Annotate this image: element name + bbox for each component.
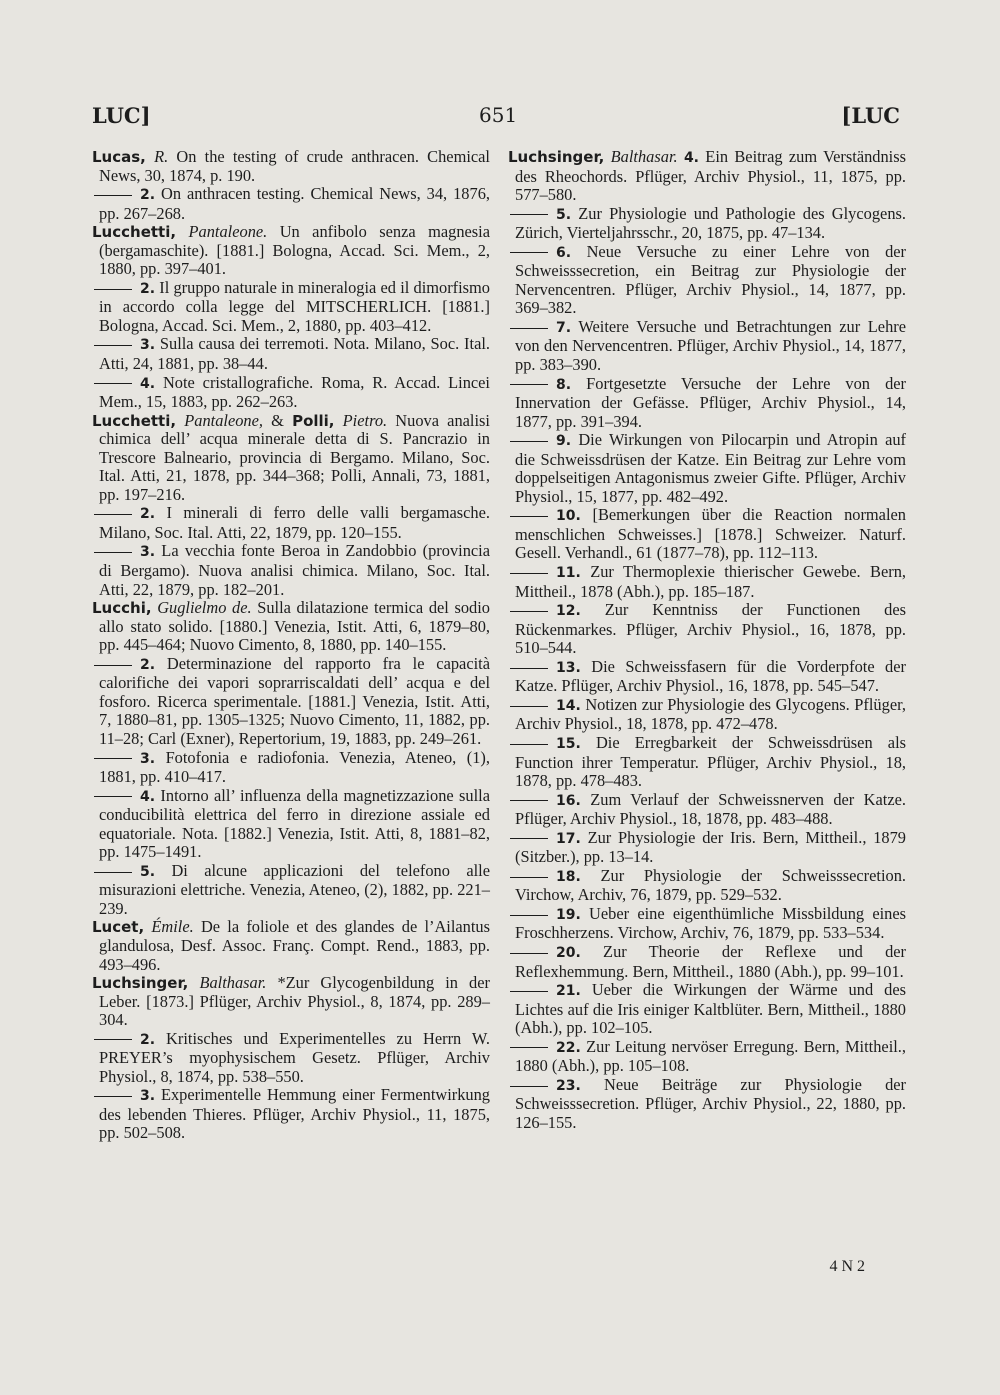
- author-surname: Lucchi,: [92, 599, 152, 618]
- entry-number: 21.: [556, 983, 581, 1000]
- entry-number: 6.: [556, 244, 572, 261]
- bibliography-entry: [92, 918, 490, 974]
- entry-number: 11.: [556, 565, 581, 582]
- entry-number: 23.: [556, 1077, 581, 1094]
- ditto-rule: [94, 796, 132, 797]
- bibliography-entry: [92, 542, 490, 599]
- author-surname: Lucchetti,: [92, 223, 177, 242]
- bibliography-entry: [92, 504, 490, 542]
- entry-text: Die Erregbarkeit der Schweissdrüsen als Function ihrer Temperatur. Pflüger, Archiv Physiol., 18, 1878, pp. 478–483.: [515, 732, 906, 791]
- entry-number: 10.: [556, 508, 581, 525]
- bibliography-entry: [508, 243, 906, 318]
- entry-text: Kritisches und Experimentelles zu Herrn W. PREYER’s myophysischem Gesetz. Pflüger, Archiv Physiol., 8, 1874, pp. 538–550.: [99, 1028, 490, 1086]
- ditto-rule: [510, 800, 548, 801]
- bibliography-entry: [508, 696, 906, 734]
- entry-text: Ueber die Wirkungen der Wärme und des Lichtes auf die Iris einiger Kaltblüter. Bern, Mittheil., 1880 (Abh.), pp. 102–105.: [515, 980, 906, 1038]
- bibliography-entry: [508, 148, 906, 205]
- entry-number: 2.: [140, 506, 156, 523]
- left-column: [92, 148, 490, 1143]
- running-head-left: LUC]: [92, 103, 151, 128]
- ditto-rule: [510, 573, 548, 574]
- bibliography-entry: [508, 1038, 906, 1076]
- ditto-rule: [510, 214, 548, 215]
- bibliography-entry: [92, 335, 490, 373]
- bibliography-entry: [508, 734, 906, 791]
- entry-text: Fortgesetzte Versuche der Lehre von der Innervation der Gefässe. Pflüger, Archiv Physiol., 14, 1877, pp. 391–394.: [515, 373, 906, 431]
- ditto-rule: [94, 195, 132, 196]
- entry-number: 9.: [556, 433, 572, 450]
- entry-number: 16.: [556, 792, 581, 809]
- entry-number: 3.: [140, 1088, 156, 1105]
- entry-number: 13.: [556, 659, 581, 676]
- ditto-rule: [510, 611, 548, 612]
- ditto-rule: [94, 345, 132, 346]
- entry-number: 3.: [140, 337, 156, 354]
- ditto-rule: [510, 953, 548, 954]
- ditto-rule: [510, 328, 548, 329]
- ditto-rule: [510, 744, 548, 745]
- ditto-rule: [94, 665, 132, 666]
- bibliography-entry: [508, 905, 906, 943]
- ditto-rule: [510, 668, 548, 669]
- signature-mark: 4 N 2: [829, 1258, 865, 1275]
- ditto-rule: [94, 289, 132, 290]
- entry-text: Il gruppo naturale in mineralogia ed il dimorfismo in accordo colla legge del MITSCHERLICH. [1881.] Bologna, Accad. Sci. Mem., 2, 1880, pp. 403–412.: [99, 277, 490, 335]
- bibliography-entry: [92, 787, 490, 862]
- entry-text: Sulla dilatazione termica del sodio allo stato solido. [1880.] Venezia, Istit. Atti, 6, 1879–80, pp. 445–464; Nuovo Cimento, 8, 1880, pp. 140–155.: [99, 598, 490, 655]
- entry-number: 19.: [556, 906, 581, 923]
- bibliography-entry: [92, 1086, 490, 1143]
- ditto-rule: [94, 1096, 132, 1097]
- entry-number: 12.: [556, 603, 581, 620]
- ditto-rule: [94, 872, 132, 873]
- bibliography-entry: [508, 205, 906, 243]
- entry-number: 8.: [556, 376, 572, 393]
- entry-text: Sulla causa dei terremoti. Nota. Milano, Soc. Ital. Atti, 24, 1881, pp. 38–44.: [99, 334, 490, 374]
- entry-number: 2.: [140, 187, 156, 204]
- entry-text: Die Schweissfasern für die Vorderpfote der Katze. Pflüger, Archiv Physiol., 16, 1878, pp. 545–547.: [515, 656, 906, 696]
- author-given-name: R.: [154, 147, 169, 166]
- ditto-rule: [94, 1039, 132, 1040]
- author-given-name: Émile.: [151, 917, 194, 937]
- entry-text: [Bemerkungen über die Reaction normalen menschlichen Schweisses.] [1878.] Schweizer. Naturf. Gesell. Verhandl., 61 (1877–78), pp. 112–113.: [515, 505, 906, 563]
- ditto-rule: [510, 252, 548, 253]
- entry-number: 3.: [140, 544, 156, 561]
- author-given-name: Balthasar.: [610, 147, 678, 166]
- author-given-name: Balthasar.: [199, 973, 267, 993]
- ditto-rule: [510, 991, 548, 992]
- bibliography-entry: [92, 862, 490, 919]
- author-given-name: Pantaleone,: [184, 410, 263, 430]
- bibliography-entry: [508, 601, 906, 658]
- bibliography-entry: [92, 655, 490, 749]
- author-given-name: Pantaleone.: [188, 222, 268, 242]
- bibliography-entry: [508, 563, 906, 601]
- bibliography-entry: [508, 375, 906, 432]
- bibliography-entry: [92, 374, 490, 412]
- entry-number: 20.: [556, 944, 581, 961]
- ditto-rule: [510, 1086, 548, 1087]
- entry-text: Di alcune applicazioni del telefono alle misurazioni elettriche. Venezia, Ateneo, (2), 1882, pp. 221–239.: [99, 860, 490, 918]
- entry-text: I minerali di ferro delle valli bergamasche. Milano, Soc. Ital. Atti, 22, 1879, pp. 120–155.: [99, 503, 490, 542]
- bibliography-entry: [508, 1076, 906, 1133]
- ditto-rule: [510, 706, 548, 707]
- entry-text: Notizen zur Physiologie des Glycogens. Pflüger, Archiv Physiol., 18, 1878, pp. 472–478.: [515, 694, 906, 734]
- entry-text: Ueber eine eigenthümliche Missbildung eines Froschherzens. Virchow, Archiv, 76, 1879, pp. 533–534.: [515, 903, 906, 943]
- entry-text: Fotofonia e radiofonia. Venezia, Ateneo, (1), 1881, pp. 410–417.: [99, 747, 490, 787]
- author-surname: Polli,: [292, 411, 335, 430]
- entry-text: On the testing of crude anthracen. Chemical News, 30, 1874, p. 190.: [99, 147, 490, 185]
- entry-number: 17.: [556, 830, 581, 847]
- bibliography-entry: [92, 185, 490, 223]
- entry-number: 4.: [140, 788, 156, 805]
- bibliography-entry: [508, 791, 906, 829]
- bibliography-entry: [92, 749, 490, 787]
- ditto-rule: [510, 441, 548, 442]
- bibliography-entry: [92, 412, 490, 505]
- bibliography-entry: [508, 943, 906, 981]
- entry-text: Neue Beiträge zur Physiologie der Schweisssecretion. Pflüger, Archiv Physiol., 22, 1880, pp. 126–155.: [515, 1074, 906, 1132]
- entry-text: Zur Theorie der Reflexe und der Reflexhemmung. Bern, Mittheil., 1880 (Abh.), pp. 99–101.: [515, 941, 906, 981]
- entry-number: 15.: [556, 735, 581, 752]
- ditto-rule: [510, 384, 548, 385]
- entry-text: De la foliole et des glandes de l’Ailantus glandulosa, Desf. Assoc. Franç. Compt. Rend., 1883, pp. 493–496.: [99, 917, 491, 974]
- ditto-rule: [94, 383, 132, 384]
- author-surname: Lucet,: [92, 918, 145, 937]
- entry-text: Experimentelle Hemmung einer Fermentwirkung des lebenden Thieres. Pflüger, Archiv Physiol., 11, 1875, pp. 502–508.: [99, 1085, 490, 1143]
- bibliography-entry: [508, 658, 906, 696]
- entry-text: Intorno all’ influenza della magnetizzazione sulla conducibilità elettrica del ferro in direzione assiale ed equatoriale. Nota. [1882.] Venezia, Istit. Atti, 8, 1881–82, pp. 1475–1491.: [99, 785, 490, 862]
- entry-number: 5.: [556, 206, 572, 223]
- ditto-rule: [510, 877, 548, 878]
- entry-text: Nuova analisi chimica dell’ acqua minerale detta di S. Pancrazio in Trescore Balneario, provincia di Bergamo. Milano, Soc. Ital. Atti, 21, 1878, pp. 344–368; Polli, Annali, 73, 1881, pp. 197–216.: [99, 410, 490, 504]
- page-header: [92, 103, 900, 133]
- ditto-rule: [94, 514, 132, 515]
- entry-text: La vecchia fonte Beroa in Zandobbio (provincia di Bergamo). Nuova analisi chimica. Milano, Soc. Ital. Atti, 22, 1879, pp. 182–201.: [99, 541, 490, 599]
- entry-number: 4.: [140, 375, 156, 392]
- ditto-rule: [510, 838, 548, 839]
- entry-text: Zum Verlauf der Schweissnerven der Katze. Pflüger, Archiv Physiol., 18, 1878, pp. 483–488.: [515, 789, 906, 829]
- bibliography-entry: [508, 318, 906, 375]
- entry-text: Zur Physiologie der Iris. Bern, Mittheil., 1879 (Sitzber.), pp. 13–14.: [515, 827, 906, 867]
- ditto-rule: [510, 1047, 548, 1048]
- ditto-rule: [94, 758, 132, 759]
- entry-text: Zur Thermoplexie thierischer Gewebe. Bern, Mittheil., 1878 (Abh.), pp. 185–187.: [515, 562, 906, 601]
- author-surname: Lucchetti,: [92, 411, 177, 430]
- entry-number: 14.: [556, 697, 581, 714]
- entry-text: Ein Beitrag zum Verständniss des Rheochords. Pflüger, Archiv Physiol., 11, 1875, pp. 577–580.: [515, 147, 906, 205]
- entry-number: 2.: [140, 656, 156, 673]
- entry-text: Determinazione del rapporto fra le capacità calorifiche dei vapori soprarriscaldati dell’ acqua e del fosforo. Ricerca sperimentale. [1881.] Venezia, Istit. Atti, 7, 1880–81, pp. 1305–1325; Nuovo Cimento, 11, 1882, pp. 11–28; Carl (Exner), Repertorium, 19, 1883, pp. 249–261.: [99, 653, 490, 748]
- author-given-name: Pietro.: [342, 410, 388, 430]
- bibliography-entry: [92, 223, 490, 279]
- bibliography-entry: [92, 148, 490, 185]
- entry-number: 22.: [556, 1039, 581, 1056]
- ditto-rule: [510, 516, 548, 517]
- entry-number: 7.: [556, 319, 572, 336]
- bibliography-entry: [508, 981, 906, 1038]
- entry-number: 2.: [140, 1031, 156, 1048]
- entry-text: Weitere Versuche und Betrachtungen zur Lehre von den Nervencentren. Pflüger, Archiv Physiol., 14, 1877, pp. 383–390.: [515, 316, 906, 375]
- entry-text: Zur Leitung nervöser Erregung. Bern, Mittheil., 1880 (Abh.), pp. 105–108.: [515, 1036, 906, 1076]
- entry-text: Note cristallografiche. Roma, R. Accad. Lincei Mem., 15, 1883, pp. 262–263.: [99, 372, 490, 412]
- ditto-rule: [94, 552, 132, 553]
- bibliography-entry: [92, 279, 490, 336]
- bibliography-entry: [508, 867, 906, 905]
- entry-text: On anthracen testing. Chemical News, 34, 1876, pp. 267–268.: [99, 184, 490, 223]
- bibliography-entry: [92, 599, 490, 655]
- bibliography-entry: [92, 974, 490, 1030]
- entry-text: Un anfibolo senza magnesia (bergamaschite). [1881.] Bologna, Accad. Sci. Mem., 2, 1880, pp. 397–401.: [99, 222, 490, 279]
- entry-number: 4.: [683, 150, 699, 166]
- ampersand: &: [262, 410, 293, 430]
- entry-text: Neue Versuche zu einer Lehre von der Schweisssecretion, ein Beitrag zur Physiologie der Nervencentren. Pflüger, Archiv Physiol., 14, 1877, pp. 369–382.: [515, 241, 906, 318]
- author-surname: Luchsinger,: [92, 974, 189, 993]
- bibliography-entry: [508, 829, 906, 867]
- entry-text: Die Wirkungen von Pilocarpin und Atropin auf die Schweissdrüsen der Katze. Ein Beitrag zur Lehre vom doppelseitigen Antagonismus zweier Gifte. Pflüger, Archiv Physiol., 15, 1877, pp. 482–492.: [515, 430, 906, 506]
- author-surname: Luchsinger,: [508, 148, 605, 166]
- page-number: 651: [479, 103, 518, 127]
- entry-number: 18.: [556, 868, 581, 885]
- entry-text: Zur Physiologie der Schweisssecretion. Virchow, Archiv, 76, 1879, pp. 529–532.: [515, 865, 906, 905]
- author-given-name: Guglielmo de.: [157, 598, 252, 618]
- entry-text: Zur Physiologie und Pathologie des Glycogens. Zürich, Vierteljahrsschr., 20, 1875, pp. 47–134.: [515, 203, 906, 243]
- entry-number: 2.: [140, 280, 156, 297]
- entry-text: Zur Kenntniss der Functionen des Rückenmarkes. Pflüger, Archiv Physiol., 16, 1878, pp. 510–544.: [515, 600, 906, 658]
- bibliography-entry: [508, 431, 906, 506]
- ditto-rule: [510, 915, 548, 916]
- running-head-right: [LUC: [841, 103, 900, 128]
- bibliography-entry: [92, 1030, 490, 1087]
- entry-number: 5.: [140, 863, 156, 880]
- bibliography-entry: [508, 506, 906, 563]
- entry-text: *Zur Glycogenbildung in der Leber. [1873.] Pflüger, Archiv Physiol., 8, 1874, pp. 289–304.: [99, 973, 490, 1030]
- author-surname: Lucas,: [92, 148, 146, 166]
- entry-number: 3.: [140, 750, 156, 767]
- right-column: [508, 148, 906, 1132]
